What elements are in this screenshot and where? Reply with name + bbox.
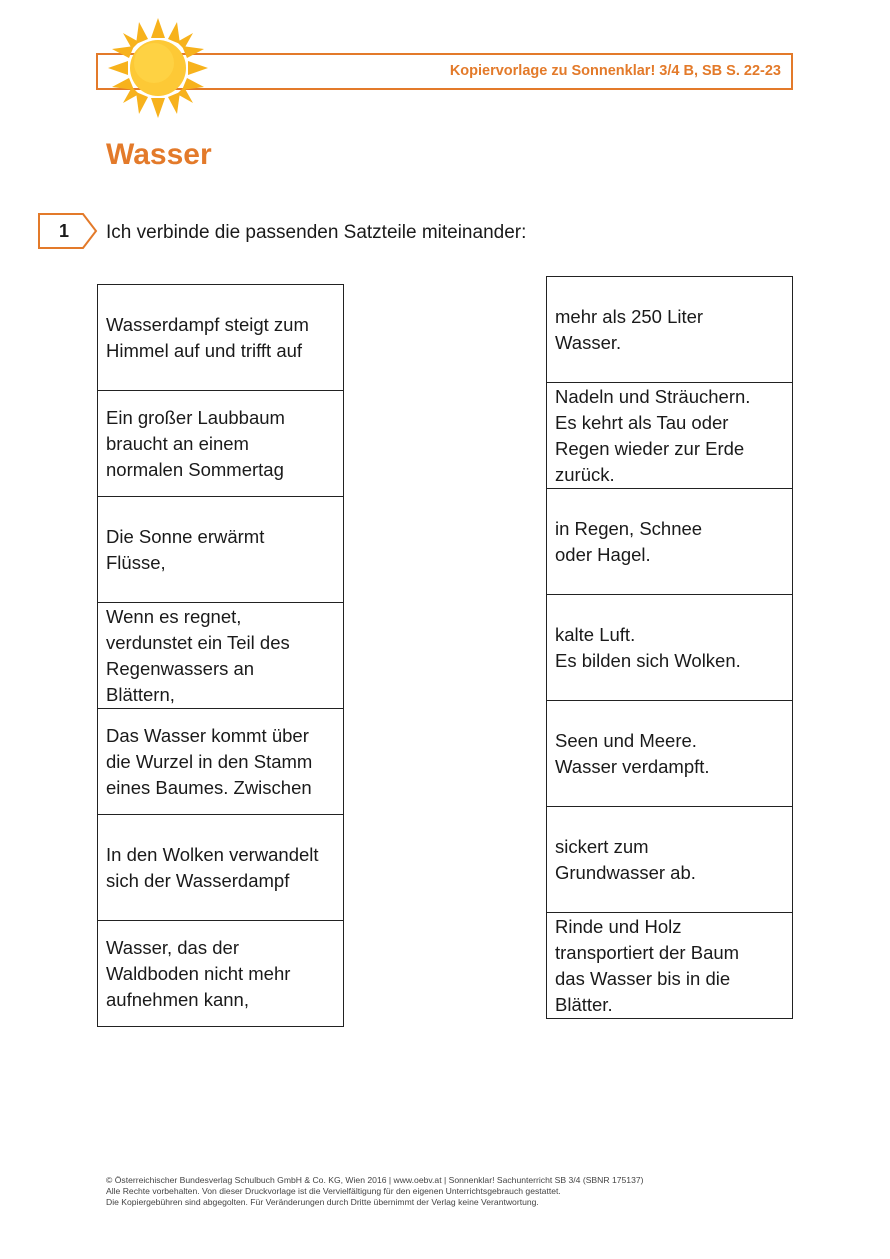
left-card[interactable]: Wasser, das der Waldboden nicht mehr aufnehmen kann, (97, 920, 344, 1027)
right-card[interactable]: Seen und Meere. Wasser verdampft. (546, 700, 793, 807)
right-card-column (546, 276, 793, 1019)
left-card[interactable]: Ein großer Laubbaum braucht an einem normalen Sommertag (97, 390, 344, 497)
right-card[interactable]: mehr als 250 Liter Wasser. (546, 276, 793, 383)
task-number-badge (38, 213, 98, 249)
left-card-column (97, 284, 344, 1027)
left-card[interactable]: Die Sonne erwärmt Flüsse, (97, 496, 344, 603)
left-card[interactable]: Wenn es regnet, verdunstet ein Teil des Regenwassers an Blättern, (97, 602, 344, 709)
footer-line: © Österreichischer Bundesverlag Schulbuch GmbH & Co. KG, Wien 2016 | www.oebv.at | Sonnenklar! Sachunterricht SB 3/4 (SBNR 175137) (106, 1175, 644, 1185)
sun-icon (108, 18, 208, 118)
page-title: Wasser (106, 138, 212, 171)
right-card[interactable]: kalte Luft. Es bilden sich Wolken. (546, 594, 793, 701)
footer-line: Alle Rechte vorbehalten. Von dieser Druckvorlage ist die Vervielfältigung für den eigenen Unterrichtsgebrauch gestattet. (106, 1186, 561, 1196)
left-card[interactable]: Das Wasser kommt über die Wurzel in den Stamm eines Baumes. Zwischen (97, 708, 344, 815)
left-card[interactable]: In den Wolken verwandelt sich der Wasserdampf (97, 814, 344, 921)
right-card[interactable]: in Regen, Schnee oder Hagel. (546, 488, 793, 595)
right-card[interactable]: Nadeln und Sträuchern. Es kehrt als Tau oder Regen wieder zur Erde zurück. (546, 382, 793, 489)
task-number: 1 (58, 220, 69, 241)
left-card[interactable]: Wasserdampf steigt zum Himmel auf und trifft auf (97, 284, 344, 391)
right-card[interactable]: Rinde und Holz transportiert der Baum das Wasser bis in die Blätter. (546, 912, 793, 1019)
copyright-footer (106, 1175, 644, 1208)
footer-line: Die Kopiergebühren sind abgegolten. Für Veränderungen durch Dritte übernimmt der Verlag keine Verantwortung. (106, 1197, 539, 1207)
right-card[interactable]: sickert zum Grundwasser ab. (546, 806, 793, 913)
header-reference: Kopiervorlage zu Sonnenklar! 3/4 B, SB S. 22-23 (449, 63, 781, 79)
task-instruction: Ich verbinde die passenden Satzteile miteinander: (106, 222, 527, 243)
